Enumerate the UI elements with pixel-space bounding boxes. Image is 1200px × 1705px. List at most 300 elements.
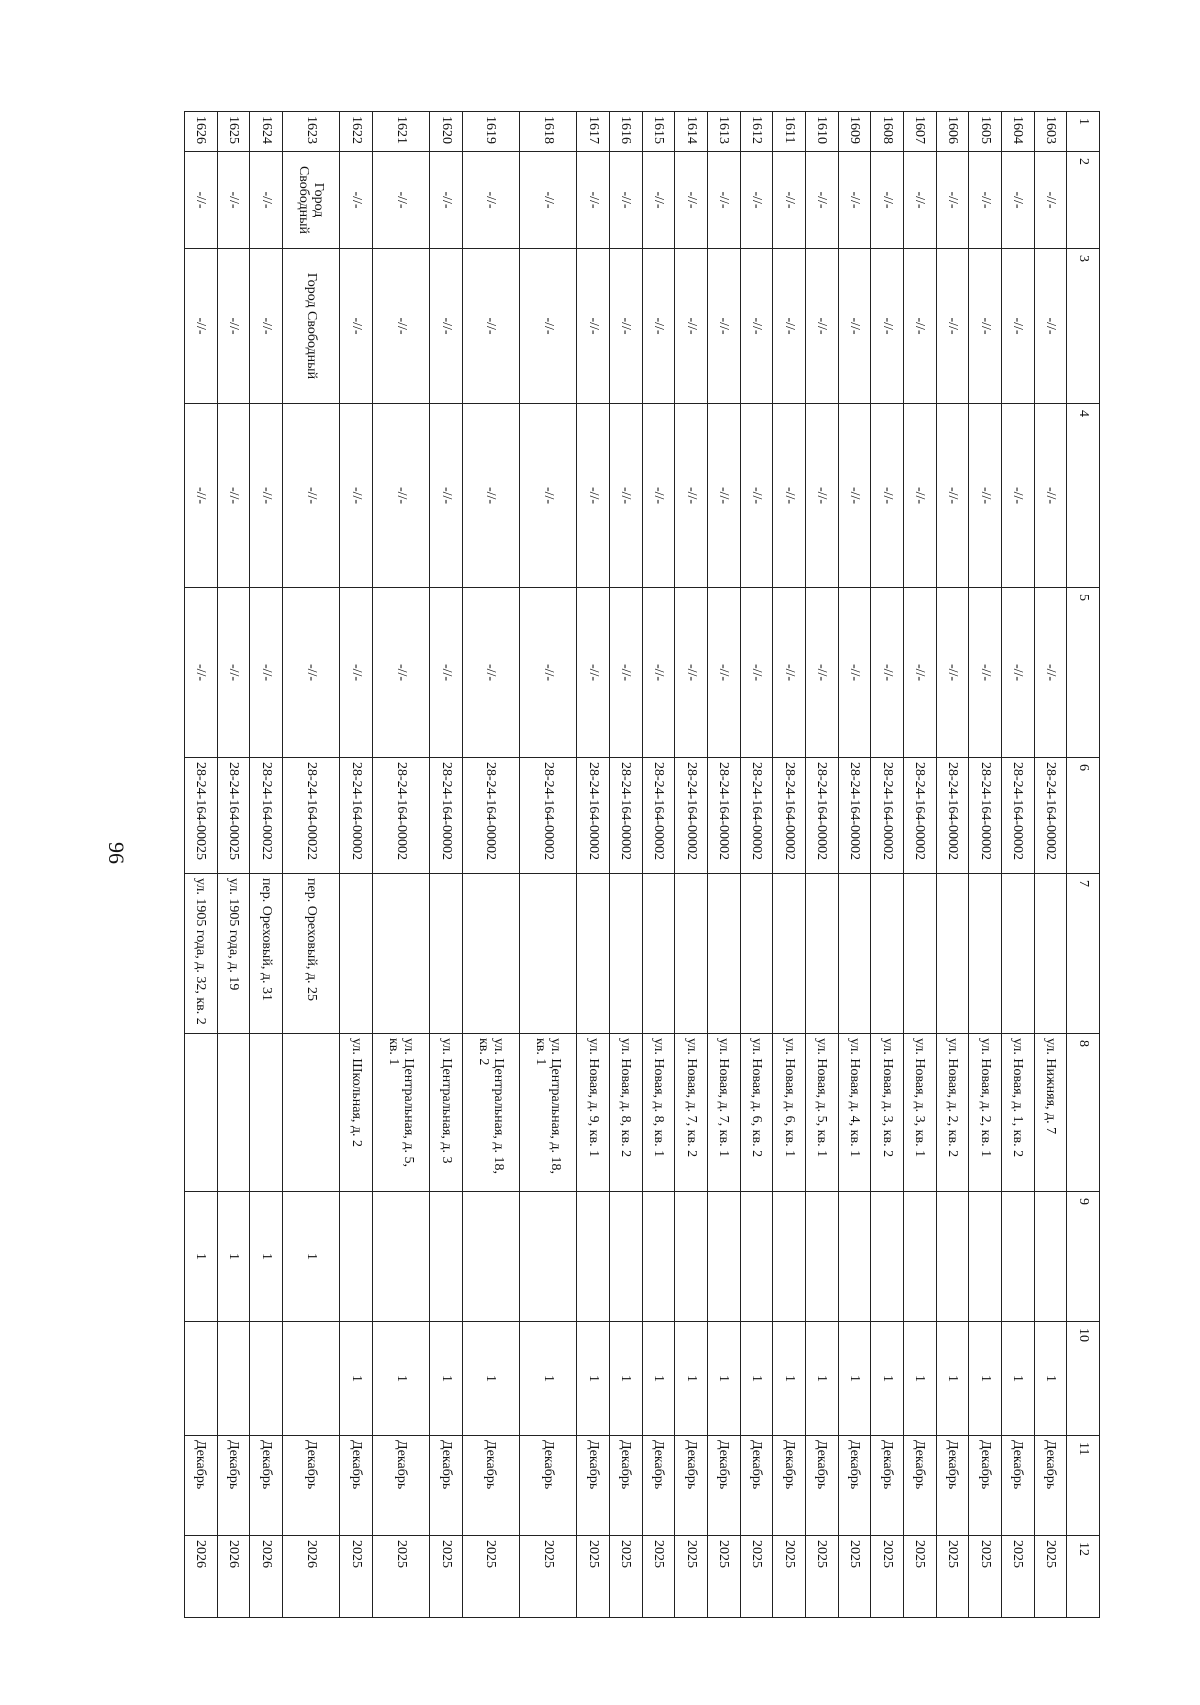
cell-col-4: -//- (217, 404, 250, 588)
cell-col-9 (372, 1192, 429, 1322)
cell-col-12: 2025 (430, 1536, 463, 1618)
cell-col-6: 28-24-164-00002 (871, 758, 904, 874)
cell-col-5: -//- (936, 588, 969, 758)
cell-col-10: 1 (372, 1322, 429, 1436)
cell-col-9 (642, 1192, 675, 1322)
cell-col-9 (969, 1192, 1002, 1322)
cell-col-9 (773, 1192, 806, 1322)
cell-col-5: -//- (903, 588, 936, 758)
cell-col-7 (1001, 874, 1034, 1034)
cell-col-10: 1 (805, 1322, 838, 1436)
cell-col-7 (642, 874, 675, 1034)
cell-col-9 (1001, 1192, 1034, 1322)
cell-col-5: -//- (372, 588, 429, 758)
cell-col-7 (372, 874, 429, 1034)
cell-col-8: ул. Новая, д. 3, кв. 1 (903, 1034, 936, 1192)
cell-col-5: -//- (675, 588, 708, 758)
cell-col-12: 2025 (372, 1536, 429, 1618)
table-row (871, 112, 904, 1618)
cell-col-10: 1 (462, 1322, 519, 1436)
cell-col-9: 1 (250, 1192, 283, 1322)
cell-col-1: 1624 (250, 112, 283, 152)
cell-col-2: -//- (250, 152, 283, 249)
cell-col-6: 28-24-164-00002 (520, 758, 577, 874)
cell-col-3: -//- (520, 249, 577, 404)
table-row (903, 112, 936, 1618)
cell-col-12: 2025 (642, 1536, 675, 1618)
cell-col-6: 28-24-164-00002 (707, 758, 740, 874)
cell-col-2: -//- (838, 152, 871, 249)
cell-col-2: -//- (805, 152, 838, 249)
cell-col-4: -//- (642, 404, 675, 588)
cell-col-3: -//- (871, 249, 904, 404)
table-row (609, 112, 642, 1618)
cell-col-8: ул. Новая, д. 1, кв. 2 (1001, 1034, 1034, 1192)
cell-col-8: ул. Новая, д. 6, кв. 2 (740, 1034, 773, 1192)
table-row (642, 112, 675, 1618)
cell-col-2: -//- (773, 152, 806, 249)
cell-col-10: 1 (577, 1322, 610, 1436)
cell-col-11: Декабрь (250, 1436, 283, 1536)
cell-col-3: -//- (1001, 249, 1034, 404)
cell-col-6: 28-24-164-00002 (805, 758, 838, 874)
cell-col-6: 28-24-164-00002 (1034, 758, 1067, 874)
cell-col-1: 1618 (520, 112, 577, 152)
cell-col-2: -//- (936, 152, 969, 249)
cell-col-6: 28-24-164-00022 (283, 758, 340, 874)
cell-col-8: ул. Центральная, д. 18, кв. 2 (462, 1034, 519, 1192)
cell-col-2: -//- (903, 152, 936, 249)
cell-col-6: 28-24-164-00022 (250, 758, 283, 874)
cell-col-6: 28-24-164-00002 (372, 758, 429, 874)
cell-col-10 (283, 1322, 340, 1436)
cell-col-1: 1623 (283, 112, 340, 152)
cell-col-10: 1 (838, 1322, 871, 1436)
cell-col-3: -//- (1034, 249, 1067, 404)
cell-col-5: -//- (838, 588, 871, 758)
cell-col-5: -//- (340, 588, 373, 758)
cell-col-9: 1 (217, 1192, 250, 1322)
cell-col-1: 1615 (642, 112, 675, 152)
column-number-5: 5 (1067, 588, 1100, 758)
cell-col-3: -//- (462, 249, 519, 404)
cell-col-10 (250, 1322, 283, 1436)
cell-col-6: 28-24-164-00002 (838, 758, 871, 874)
cell-col-1: 1610 (805, 112, 838, 152)
cell-col-8: ул. Центральная, д. 3 (430, 1034, 463, 1192)
cell-col-11: Декабрь (577, 1436, 610, 1536)
cell-col-10: 1 (773, 1322, 806, 1436)
cell-col-4: -//- (740, 404, 773, 588)
cell-col-3: -//- (903, 249, 936, 404)
cell-col-9 (707, 1192, 740, 1322)
cell-col-9 (805, 1192, 838, 1322)
cell-col-1: 1617 (577, 112, 610, 152)
cell-col-11: Декабрь (372, 1436, 429, 1536)
cell-col-6: 28-24-164-00002 (969, 758, 1002, 874)
cell-col-10: 1 (340, 1322, 373, 1436)
cell-col-12: 2026 (250, 1536, 283, 1618)
cell-col-7 (462, 874, 519, 1034)
cell-col-11: Декабрь (340, 1436, 373, 1536)
cell-col-9 (936, 1192, 969, 1322)
table-row (283, 112, 340, 1618)
cell-col-1: 1604 (1001, 112, 1034, 152)
cell-col-5: -//- (217, 588, 250, 758)
cell-col-7 (838, 874, 871, 1034)
cell-col-2: -//- (1001, 152, 1034, 249)
cell-col-11: Декабрь (430, 1436, 463, 1536)
cell-col-2: -//- (430, 152, 463, 249)
table-row (675, 112, 708, 1618)
cell-col-12: 2025 (805, 1536, 838, 1618)
cell-col-1: 1614 (675, 112, 708, 152)
cell-col-11: Декабрь (1034, 1436, 1067, 1536)
cell-col-7 (430, 874, 463, 1034)
cell-col-12: 2025 (340, 1536, 373, 1618)
cell-col-2: -//- (372, 152, 429, 249)
cell-col-3: -//- (577, 249, 610, 404)
cell-col-1: 1620 (430, 112, 463, 152)
cell-col-5: -//- (283, 588, 340, 758)
cell-col-4: -//- (430, 404, 463, 588)
cell-col-7 (609, 874, 642, 1034)
cell-col-1: 1622 (340, 112, 373, 152)
cell-col-7: пер. Ореховый, д. 25 (283, 874, 340, 1034)
cell-col-1: 1607 (903, 112, 936, 152)
cell-col-11: Декабрь (773, 1436, 806, 1536)
cell-col-11: Декабрь (838, 1436, 871, 1536)
cell-col-3: -//- (675, 249, 708, 404)
cell-col-1: 1611 (773, 112, 806, 152)
cell-col-4: -//- (577, 404, 610, 588)
cell-col-8 (283, 1034, 340, 1192)
column-number-9: 9 (1067, 1192, 1100, 1322)
cell-col-1: 1621 (372, 112, 429, 152)
cell-col-7 (969, 874, 1002, 1034)
cell-col-11: Декабрь (805, 1436, 838, 1536)
cell-col-10: 1 (520, 1322, 577, 1436)
cell-col-8: ул. Новая, д. 8, кв. 1 (642, 1034, 675, 1192)
table-row (805, 112, 838, 1618)
cell-col-7 (903, 874, 936, 1034)
cell-col-11: Декабрь (740, 1436, 773, 1536)
cell-col-7 (936, 874, 969, 1034)
cell-col-3: -//- (642, 249, 675, 404)
cell-col-9: 1 (185, 1192, 218, 1322)
cell-col-1: 1613 (707, 112, 740, 152)
cell-col-7 (871, 874, 904, 1034)
column-number-4: 4 (1067, 404, 1100, 588)
cell-col-12: 2025 (936, 1536, 969, 1618)
cell-col-2: -//- (871, 152, 904, 249)
cell-col-3: -//- (740, 249, 773, 404)
cell-col-8: ул. Новая, д. 5, кв. 1 (805, 1034, 838, 1192)
cell-col-10: 1 (871, 1322, 904, 1436)
cell-col-5: -//- (462, 588, 519, 758)
cell-col-7 (707, 874, 740, 1034)
table-row (520, 112, 577, 1618)
cell-col-6: 28-24-164-00002 (1001, 758, 1034, 874)
cell-col-9 (1034, 1192, 1067, 1322)
cell-col-4: -//- (283, 404, 340, 588)
column-number-6: 6 (1067, 758, 1100, 874)
table-row (250, 112, 283, 1618)
cell-col-10 (185, 1322, 218, 1436)
cell-col-5: -//- (707, 588, 740, 758)
cell-col-11: Декабрь (520, 1436, 577, 1536)
column-number-3: 3 (1067, 249, 1100, 404)
cell-col-12: 2025 (675, 1536, 708, 1618)
cell-col-11: Декабрь (185, 1436, 218, 1536)
cell-col-5: -//- (185, 588, 218, 758)
cell-col-10: 1 (936, 1322, 969, 1436)
cell-col-2: -//- (1034, 152, 1067, 249)
cell-col-3: -//- (707, 249, 740, 404)
cell-col-6: 28-24-164-00002 (675, 758, 708, 874)
cell-col-11: Декабрь (642, 1436, 675, 1536)
cell-col-8: ул. Новая, д. 2, кв. 1 (969, 1034, 1002, 1192)
table-row (773, 112, 806, 1618)
cell-col-4: -//- (372, 404, 429, 588)
table-row (462, 112, 519, 1618)
cell-col-12: 2025 (707, 1536, 740, 1618)
cell-col-3: Город Свободный (283, 249, 340, 404)
cell-col-9 (462, 1192, 519, 1322)
cell-col-2: -//- (577, 152, 610, 249)
cell-col-4: -//- (936, 404, 969, 588)
cell-col-7 (340, 874, 373, 1034)
cell-col-1: 1626 (185, 112, 218, 152)
cell-col-8: ул. Новая, д. 7, кв. 2 (675, 1034, 708, 1192)
cell-col-6: 28-24-164-00002 (936, 758, 969, 874)
cell-col-7 (740, 874, 773, 1034)
table-row (185, 112, 218, 1618)
cell-col-12: 2026 (217, 1536, 250, 1618)
cell-col-2: -//- (462, 152, 519, 249)
cell-col-2: -//- (609, 152, 642, 249)
cell-col-5: -//- (871, 588, 904, 758)
cell-col-9 (520, 1192, 577, 1322)
cell-col-9 (903, 1192, 936, 1322)
cell-col-4: -//- (805, 404, 838, 588)
cell-col-6: 28-24-164-00002 (773, 758, 806, 874)
cell-col-10: 1 (675, 1322, 708, 1436)
cell-col-2: Город Свободный (283, 152, 340, 249)
cell-col-12: 2025 (838, 1536, 871, 1618)
cell-col-10: 1 (903, 1322, 936, 1436)
table-row (1001, 112, 1034, 1618)
cell-col-1: 1619 (462, 112, 519, 152)
cell-col-11: Декабрь (707, 1436, 740, 1536)
cell-col-9 (609, 1192, 642, 1322)
cell-col-6: 28-24-164-00002 (340, 758, 373, 874)
column-number-10: 10 (1067, 1322, 1100, 1436)
cell-col-12: 2026 (185, 1536, 218, 1618)
cell-col-7 (520, 874, 577, 1034)
cell-col-5: -//- (1034, 588, 1067, 758)
cell-col-12: 2025 (462, 1536, 519, 1618)
cell-col-6: 28-24-164-00002 (609, 758, 642, 874)
cell-col-6: 28-24-164-00002 (642, 758, 675, 874)
cell-col-7 (1034, 874, 1067, 1034)
cell-col-10: 1 (1034, 1322, 1067, 1436)
cell-col-9 (430, 1192, 463, 1322)
table-row (1034, 112, 1067, 1618)
cell-col-2: -//- (217, 152, 250, 249)
cell-col-3: -//- (969, 249, 1002, 404)
cell-col-8: ул. Нижняя, д. 7 (1034, 1034, 1067, 1192)
cell-col-10: 1 (707, 1322, 740, 1436)
cell-col-6: 28-24-164-00002 (740, 758, 773, 874)
cell-col-5: -//- (773, 588, 806, 758)
cell-col-10: 1 (642, 1322, 675, 1436)
cell-col-4: -//- (185, 404, 218, 588)
cell-col-9 (740, 1192, 773, 1322)
cell-col-7 (675, 874, 708, 1034)
cell-col-2: -//- (340, 152, 373, 249)
cell-col-5: -//- (609, 588, 642, 758)
cell-col-4: -//- (838, 404, 871, 588)
cell-col-12: 2025 (577, 1536, 610, 1618)
page-number: 96 (104, 842, 129, 864)
cell-col-4: -//- (250, 404, 283, 588)
cell-col-3: -//- (217, 249, 250, 404)
cell-col-2: -//- (707, 152, 740, 249)
cell-col-11: Декабрь (936, 1436, 969, 1536)
cell-col-4: -//- (609, 404, 642, 588)
cell-col-6: 28-24-164-00002 (462, 758, 519, 874)
cell-col-8 (250, 1034, 283, 1192)
cell-col-10 (217, 1322, 250, 1436)
cell-col-2: -//- (520, 152, 577, 249)
cell-col-7 (773, 874, 806, 1034)
cell-col-1: 1606 (936, 112, 969, 152)
rotated-table-container (184, 111, 1100, 1617)
cell-col-6: 28-24-164-00025 (217, 758, 250, 874)
cell-col-10: 1 (740, 1322, 773, 1436)
cell-col-9 (675, 1192, 708, 1322)
cell-col-5: -//- (520, 588, 577, 758)
cell-col-6: 28-24-164-00002 (903, 758, 936, 874)
cell-col-10: 1 (969, 1322, 1002, 1436)
cell-col-10: 1 (430, 1322, 463, 1436)
cell-col-1: 1612 (740, 112, 773, 152)
cell-col-12: 2025 (1034, 1536, 1067, 1618)
cell-col-11: Декабрь (217, 1436, 250, 1536)
cell-col-2: -//- (969, 152, 1002, 249)
cell-col-4: -//- (707, 404, 740, 588)
cell-col-12: 2025 (740, 1536, 773, 1618)
cell-col-3: -//- (805, 249, 838, 404)
cell-col-12: 2025 (903, 1536, 936, 1618)
cell-col-11: Декабрь (903, 1436, 936, 1536)
cell-col-3: -//- (250, 249, 283, 404)
cell-col-3: -//- (838, 249, 871, 404)
column-number-11: 11 (1067, 1436, 1100, 1536)
cell-col-2: -//- (185, 152, 218, 249)
cell-col-5: -//- (642, 588, 675, 758)
cell-col-4: -//- (1001, 404, 1034, 588)
cell-col-1: 1608 (871, 112, 904, 152)
cell-col-12: 2025 (969, 1536, 1002, 1618)
cell-col-11: Декабрь (283, 1436, 340, 1536)
table-row (577, 112, 610, 1618)
table-header-row (1067, 112, 1100, 1618)
cell-col-3: -//- (185, 249, 218, 404)
cell-col-7: ул. 1905 года, д. 32, кв. 2 (185, 874, 218, 1034)
cell-col-1: 1605 (969, 112, 1002, 152)
cell-col-4: -//- (1034, 404, 1067, 588)
cell-col-10: 1 (1001, 1322, 1034, 1436)
cell-col-10: 1 (609, 1322, 642, 1436)
cell-col-11: Декабрь (462, 1436, 519, 1536)
cell-col-7 (805, 874, 838, 1034)
cell-col-5: -//- (740, 588, 773, 758)
cell-col-12: 2025 (1001, 1536, 1034, 1618)
column-number-7: 7 (1067, 874, 1100, 1034)
cell-col-5: -//- (805, 588, 838, 758)
cell-col-7: ул. 1905 года, д. 19 (217, 874, 250, 1034)
cell-col-6: 28-24-164-00002 (430, 758, 463, 874)
cell-col-11: Декабрь (1001, 1436, 1034, 1536)
cell-col-3: -//- (340, 249, 373, 404)
cell-col-5: -//- (577, 588, 610, 758)
column-number-12: 12 (1067, 1536, 1100, 1618)
cell-col-8: ул. Новая, д. 7, кв. 1 (707, 1034, 740, 1192)
column-number-8: 8 (1067, 1034, 1100, 1192)
column-number-1: 1 (1067, 112, 1100, 152)
cell-col-1: 1625 (217, 112, 250, 152)
cell-col-3: -//- (773, 249, 806, 404)
cell-col-1: 1616 (609, 112, 642, 152)
cell-col-4: -//- (871, 404, 904, 588)
cell-col-9 (577, 1192, 610, 1322)
cell-col-8: ул. Новая, д. 6, кв. 1 (773, 1034, 806, 1192)
cell-col-6: 28-24-164-00002 (577, 758, 610, 874)
cell-col-8: ул. Новая, д. 2, кв. 2 (936, 1034, 969, 1192)
cell-col-12: 2025 (609, 1536, 642, 1618)
cell-col-4: -//- (773, 404, 806, 588)
table-row (936, 112, 969, 1618)
cell-col-2: -//- (740, 152, 773, 249)
cell-col-2: -//- (675, 152, 708, 249)
cell-col-5: -//- (969, 588, 1002, 758)
table-row (430, 112, 463, 1618)
cell-col-11: Декабрь (871, 1436, 904, 1536)
table-row (340, 112, 373, 1618)
cell-col-1: 1603 (1034, 112, 1067, 152)
cell-col-9: 1 (283, 1192, 340, 1322)
column-number-2: 2 (1067, 152, 1100, 249)
cell-col-8: ул. Новая, д. 3, кв. 2 (871, 1034, 904, 1192)
cell-col-3: -//- (936, 249, 969, 404)
cell-col-2: -//- (642, 152, 675, 249)
cell-col-12: 2025 (871, 1536, 904, 1618)
cell-col-5: -//- (250, 588, 283, 758)
cell-col-8: ул. Новая, д. 8, кв. 2 (609, 1034, 642, 1192)
cell-col-9 (340, 1192, 373, 1322)
table-row (969, 112, 1002, 1618)
cell-col-4: -//- (969, 404, 1002, 588)
cell-col-3: -//- (372, 249, 429, 404)
table-row (372, 112, 429, 1618)
cell-col-5: -//- (430, 588, 463, 758)
cell-col-12: 2025 (520, 1536, 577, 1618)
cell-col-8: ул. Новая, д. 4, кв. 1 (838, 1034, 871, 1192)
cell-col-3: -//- (430, 249, 463, 404)
cell-col-4: -//- (462, 404, 519, 588)
